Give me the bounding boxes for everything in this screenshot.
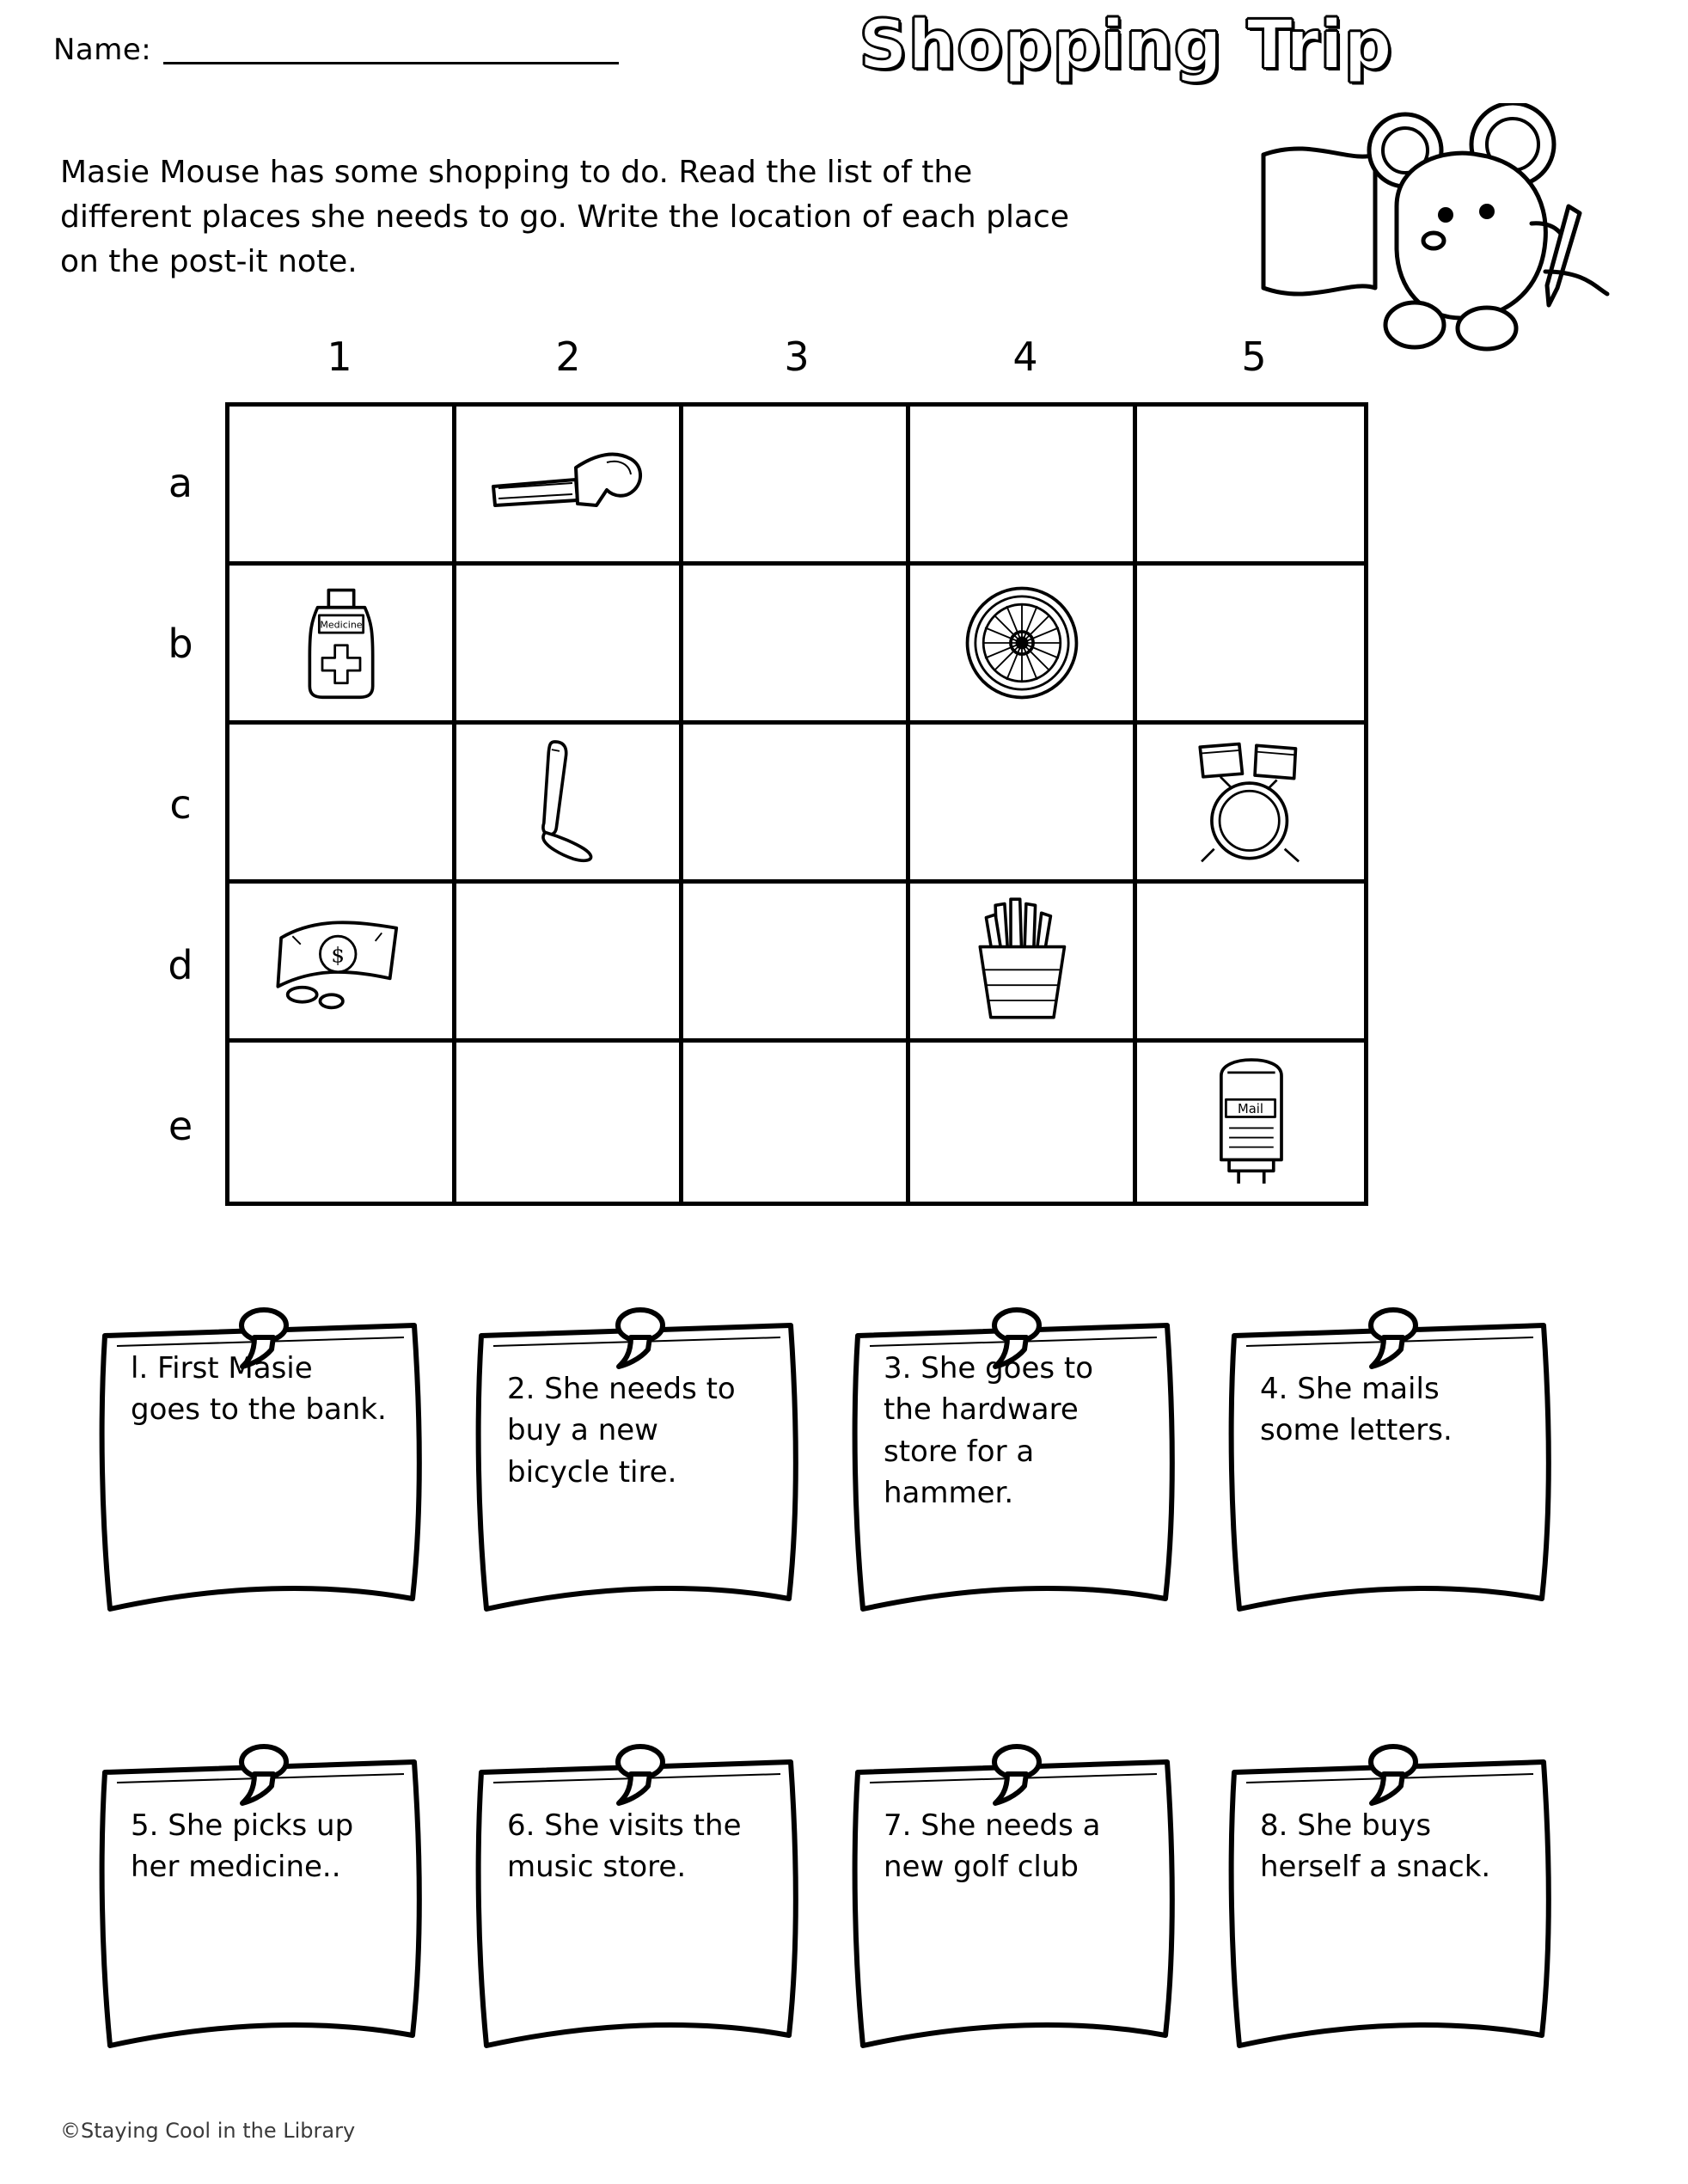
grid-cell-a1[interactable] <box>229 407 456 566</box>
note-text: 7. She needs a new golf club <box>884 1808 1101 1885</box>
note-paper-icon <box>839 1726 1195 2061</box>
grid-cell-c5[interactable] <box>1137 725 1364 884</box>
grid-cell-e5[interactable] <box>1137 1043 1364 1202</box>
name-field[interactable] <box>53 33 619 67</box>
grid-cell-e3[interactable] <box>683 1043 910 1202</box>
note-text: 4. She mails some letters. <box>1260 1372 1453 1448</box>
svg-text:Medicine: Medicine <box>319 619 363 631</box>
grid-cell-a3[interactable] <box>683 407 910 566</box>
note-2[interactable] <box>462 1289 818 1624</box>
grid-cell-b1[interactable] <box>229 566 456 725</box>
grid-cell-c3[interactable] <box>683 725 910 884</box>
grid-cell-b2[interactable] <box>456 566 683 725</box>
page-title: Shopping Trip <box>859 7 1393 84</box>
drum-set-icon <box>1184 737 1318 866</box>
grid-col-label-4: 4 <box>1012 333 1038 380</box>
note-text: 8. She buys herself a snack. <box>1260 1808 1491 1885</box>
name-label: Name: <box>53 33 152 67</box>
note-6[interactable] <box>462 1726 818 2061</box>
money-icon <box>268 908 414 1015</box>
grid-row-labels <box>146 402 215 1206</box>
svg-text:$: $ <box>330 941 345 967</box>
grid-row-label-a: a <box>168 459 193 506</box>
grid-cell-d5[interactable] <box>1137 884 1364 1043</box>
note-text: 5. She picks up her medicine.. <box>131 1808 354 1885</box>
note-text: l. First Masie goes to the bank. <box>131 1351 387 1428</box>
note-paper-icon <box>1215 1726 1571 2061</box>
note-paper-icon <box>86 1726 442 2061</box>
grid-column-labels <box>225 333 1368 402</box>
post-it-notes <box>86 1289 1633 2163</box>
grid-cell-b3[interactable] <box>683 566 910 725</box>
bicycle-tire-icon <box>962 583 1082 703</box>
grid-cell-a2[interactable] <box>456 407 683 566</box>
grid-col-label-3: 3 <box>784 333 810 380</box>
note-paper-icon <box>462 1726 818 2061</box>
notes-row-2 <box>86 1726 1633 2061</box>
note-text: 2. She needs to buy a new bicycle tire. <box>507 1372 736 1490</box>
note-1[interactable] <box>86 1289 442 1624</box>
note-3[interactable] <box>839 1289 1195 1624</box>
note-paper-icon <box>1215 1289 1571 1624</box>
name-blank-line[interactable] <box>163 38 619 64</box>
grid-col-label-2: 2 <box>555 333 581 380</box>
grid-body <box>225 402 1368 1206</box>
grid-col-label-1: 1 <box>327 333 352 380</box>
note-5[interactable] <box>86 1726 442 2061</box>
grid-cell-e2[interactable] <box>456 1043 683 1202</box>
grid-cell-d1[interactable] <box>229 884 456 1043</box>
note-8[interactable] <box>1215 1726 1571 2061</box>
mailbox-icon <box>1199 1055 1302 1190</box>
grid-cell-c1[interactable] <box>229 725 456 884</box>
note-4[interactable] <box>1215 1289 1571 1624</box>
grid-cell-d4[interactable] <box>910 884 1137 1043</box>
notes-row-1 <box>86 1289 1633 1624</box>
grid-row-label-d: d <box>168 941 193 988</box>
grid-cell-e4[interactable] <box>910 1043 1137 1202</box>
grid-row-label-c: c <box>169 780 192 828</box>
note-text: 3. She goes to the hardware store for a hammer. <box>884 1351 1094 1510</box>
coordinate-grid <box>168 333 1368 1219</box>
grid-cell-c2[interactable] <box>456 725 683 884</box>
grid-cell-c4[interactable] <box>910 725 1137 884</box>
grid-cell-a5[interactable] <box>1137 407 1364 566</box>
grid-row-label-b: b <box>168 620 193 667</box>
note-text: 6. She visits the music store. <box>507 1808 742 1885</box>
grid-cell-a4[interactable] <box>910 407 1137 566</box>
golf-club-icon <box>525 733 611 871</box>
french-fries-icon <box>968 895 1075 1028</box>
footer-credit: ©Staying Cool in the Library <box>60 2119 356 2143</box>
grid-cell-e1[interactable] <box>229 1043 456 1202</box>
grid-col-label-5: 5 <box>1241 333 1267 380</box>
grid-row-label-e: e <box>168 1102 193 1149</box>
instructions-text: Masie Mouse has some shopping to do. Read the list of the different places she needs to go. Write the location of each place on the post-it note. <box>60 155 1069 280</box>
hammer-icon <box>486 437 650 531</box>
grid-cell-d3[interactable] <box>683 884 910 1043</box>
grid-cell-d2[interactable] <box>456 884 683 1043</box>
grid-cell-b5[interactable] <box>1137 566 1364 725</box>
medicine-bottle-icon <box>294 583 388 703</box>
note-7[interactable] <box>839 1726 1195 2061</box>
note-paper-icon <box>86 1289 442 1624</box>
svg-text:Mail: Mail <box>1238 1101 1263 1116</box>
grid-cell-b4[interactable] <box>910 566 1137 725</box>
